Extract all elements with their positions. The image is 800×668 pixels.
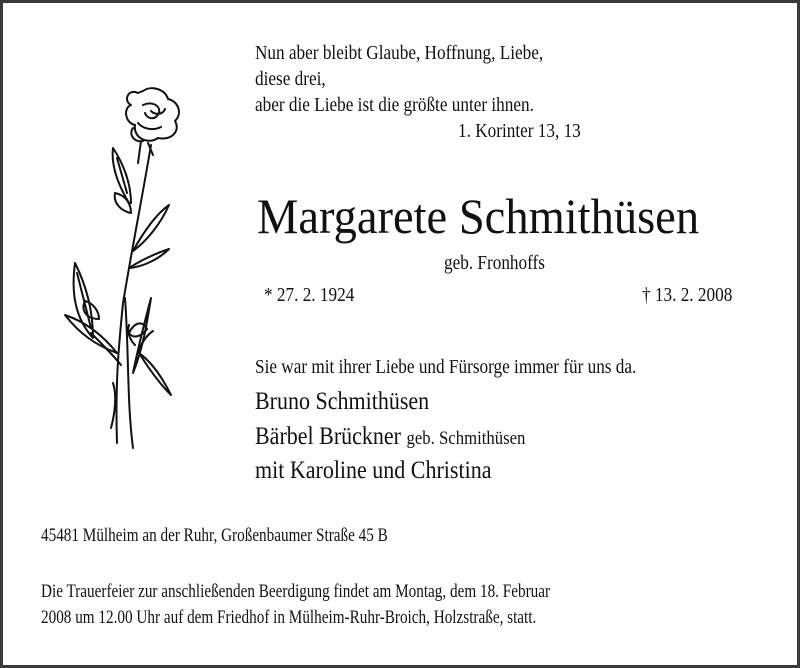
mourner-name — [255, 423, 525, 451]
quote-line: Nun aber bleibt Glaube, Hoffnung, Liebe, — [255, 42, 544, 64]
funeral-info-line: Die Trauerfeier zur anschließenden Beerdigung findet am Montag, dem 18. Februar — [41, 581, 551, 602]
rose-illustration-icon — [43, 83, 203, 453]
funeral-info-line: 2008 um 12.00 Uhr auf dem Friedhof in Mülheim-Ruhr-Broich, Holzstraße, statt. — [41, 607, 537, 628]
address: 45481 Mülheim an der Ruhr, Großenbaumer Straße 45 B — [41, 525, 388, 546]
mourner-name-text: Bärbel Brückner — [255, 423, 401, 450]
mourner-name: Bruno Schmithüsen — [255, 388, 430, 415]
birth-date: * 27. 2. 1924 — [264, 284, 355, 306]
quote-source: 1. Korinter 13, 13 — [458, 120, 581, 142]
quote-line: aber die Liebe ist die größte unter ihnen. — [255, 94, 534, 116]
maiden-name: geb. Fronhoffs — [444, 252, 545, 274]
tribute-text: Sie war mit ihrer Liebe und Fürsorge immer für uns da. — [255, 356, 637, 378]
mourner-maiden-name: geb. Schmithüsen — [406, 428, 526, 449]
quote-line: diese drei, — [255, 68, 326, 90]
mourner-grandchildren: mit Karoline und Christina — [255, 457, 492, 484]
death-date: † 13. 2. 2008 — [642, 284, 733, 306]
deceased-name: Margarete Schmithüsen — [257, 188, 700, 244]
